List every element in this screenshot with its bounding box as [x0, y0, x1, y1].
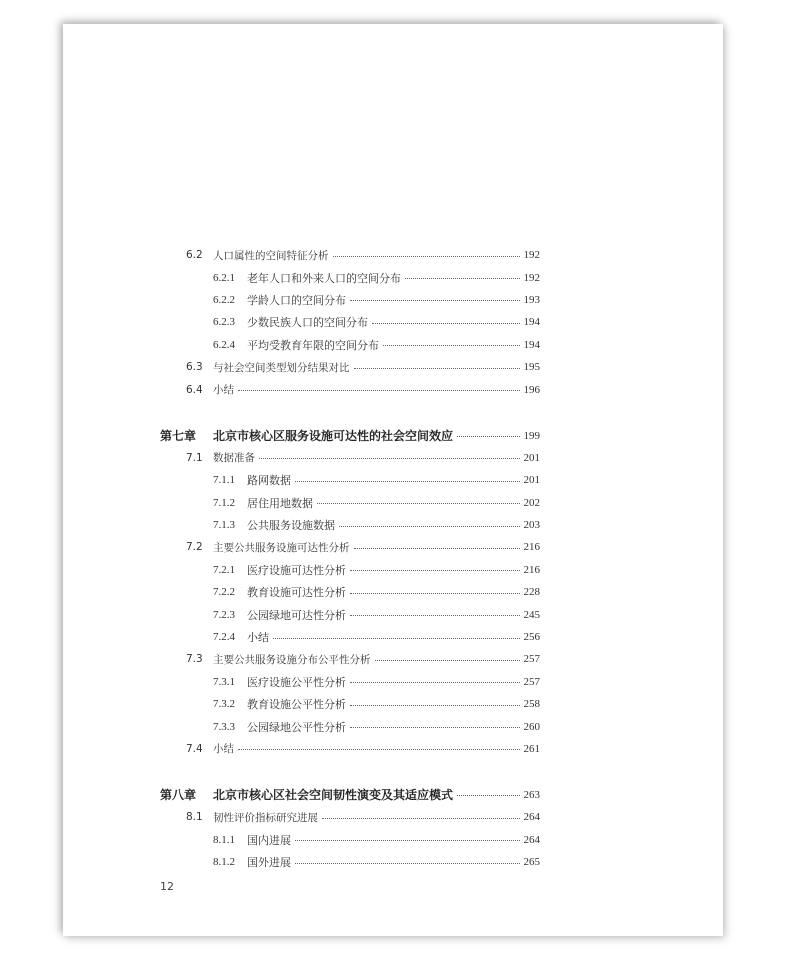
entry-number: 7.1.1	[213, 474, 235, 487]
entry-title: 小结	[213, 384, 234, 397]
entry-title: 韧性评价指标研究进展	[213, 811, 318, 824]
entry-number: 8.1.2	[213, 856, 235, 869]
entry-page: 258	[523, 698, 540, 711]
entry-page: 194	[523, 316, 540, 329]
dot-leader	[317, 503, 520, 504]
toc-entry-section[interactable]	[160, 648, 540, 670]
toc-entry-sub[interactable]	[160, 266, 540, 288]
entry-number: 7.3.2	[213, 698, 235, 711]
entry-title: 人口属性的空间特征分析	[213, 249, 329, 262]
dot-leader	[372, 323, 520, 324]
entry-number: 6.2.4	[213, 338, 235, 351]
entry-title: 与社会空间类型划分结果对比	[213, 361, 350, 374]
entry-number: 7.2.3	[213, 608, 235, 621]
dot-leader	[350, 570, 520, 571]
entry-title: 国外进展	[247, 857, 291, 870]
entry-number: 7.4	[186, 742, 203, 755]
dot-leader	[273, 638, 520, 639]
toc-entry-section[interactable]	[160, 806, 540, 828]
entry-page: 261	[523, 742, 540, 755]
entry-page: 203	[523, 519, 540, 532]
entry-page: 245	[523, 608, 540, 621]
dot-leader	[350, 593, 520, 594]
entry-page: 256	[523, 631, 540, 644]
entry-title: 主要公共服务设施分布公平性分析	[213, 653, 371, 666]
entry-title: 北京市核心区服务设施可达性的社会空间效应	[213, 429, 454, 444]
toc-entry-section[interactable]	[160, 447, 540, 469]
dot-leader	[354, 548, 520, 549]
toc-entry-sub[interactable]	[160, 626, 540, 648]
entry-page: 257	[523, 653, 540, 666]
toc-entry-sub[interactable]	[160, 671, 540, 693]
toc-entry-sub[interactable]	[160, 334, 540, 356]
toc-entry-sub[interactable]	[160, 581, 540, 603]
toc-entry-sub[interactable]	[160, 851, 540, 873]
toc-entry-section[interactable]	[160, 536, 540, 558]
entry-title: 公园绿地可达性分析	[247, 609, 346, 622]
entry-title: 路网数据	[247, 475, 291, 488]
entry-page: 201	[523, 474, 540, 487]
toc-entry-sub[interactable]	[160, 693, 540, 715]
dot-leader	[457, 795, 519, 796]
toc-entry-sub[interactable]	[160, 603, 540, 625]
entry-number: 7.1	[186, 451, 203, 464]
entry-page: 201	[523, 451, 540, 464]
entry-number: 7.2.1	[213, 563, 235, 576]
entry-number: 8.1	[186, 811, 203, 824]
dot-leader	[350, 682, 520, 683]
toc-entry-sub[interactable]	[160, 492, 540, 514]
entry-title: 公共服务设施数据	[247, 520, 335, 533]
entry-page: 264	[523, 833, 540, 846]
entry-title: 居住用地数据	[247, 497, 313, 510]
entry-page: 202	[523, 496, 540, 509]
toc-entry-section[interactable]	[160, 738, 540, 760]
entry-page: 265	[523, 856, 540, 869]
entry-title: 医疗设施可达性分析	[247, 564, 346, 577]
entry-number: 8.1.1	[213, 833, 235, 846]
dot-leader	[350, 300, 520, 301]
toc-entry-section[interactable]	[160, 356, 540, 378]
entry-number: 7.1.3	[213, 519, 235, 532]
entry-page: 195	[523, 361, 540, 374]
dot-leader	[350, 705, 520, 706]
entry-title: 医疗设施公平性分析	[247, 676, 346, 689]
toc-entry-section[interactable]	[160, 378, 540, 400]
entry-title: 数据准备	[213, 452, 255, 465]
entry-number: 6.2.1	[213, 271, 235, 284]
toc-entry-sub[interactable]	[160, 311, 540, 333]
entry-page: 263	[523, 788, 540, 801]
entry-page: 199	[523, 429, 540, 442]
entry-page: 194	[523, 338, 540, 351]
entry-page: 193	[523, 293, 540, 306]
table-of-contents	[160, 244, 540, 873]
entry-title: 少数民族人口的空间分布	[247, 317, 368, 330]
dot-leader	[383, 345, 520, 346]
entry-title: 公园绿地公平性分析	[247, 721, 346, 734]
entry-title: 北京市核心区社会空间韧性演变及其适应模式	[213, 788, 454, 803]
entry-title: 教育设施可达性分析	[247, 587, 346, 600]
entry-title: 老年人口和外来人口的空间分布	[247, 272, 401, 285]
toc-entry-sub[interactable]	[160, 559, 540, 581]
entry-title: 小结	[247, 632, 269, 645]
entry-number: 6.2.2	[213, 293, 235, 306]
dot-leader	[295, 481, 520, 482]
entry-title: 小结	[213, 743, 234, 756]
entry-title: 平均受教育年限的空间分布	[247, 339, 379, 352]
toc-entry-sub[interactable]	[160, 469, 540, 491]
entry-number: 7.3.3	[213, 720, 235, 733]
toc-entry-sub[interactable]	[160, 715, 540, 737]
entry-title: 教育设施公平性分析	[247, 699, 346, 712]
toc-entry-chapter[interactable]	[160, 784, 540, 806]
entry-number: 7.3.1	[213, 675, 235, 688]
dot-leader	[238, 390, 520, 391]
toc-entry-sub[interactable]	[160, 289, 540, 311]
toc-entry-chapter[interactable]	[160, 424, 540, 446]
entry-page: 196	[523, 383, 540, 396]
dot-leader	[354, 368, 520, 369]
entry-page: 216	[523, 563, 540, 576]
entry-number: 6.2.3	[213, 316, 235, 329]
dot-leader	[339, 526, 520, 527]
entry-number: 6.2	[186, 249, 203, 262]
entry-number: 第七章	[160, 429, 197, 444]
dot-leader	[350, 615, 520, 616]
dot-leader	[295, 863, 520, 864]
entry-page: 264	[523, 811, 540, 824]
entry-title: 主要公共服务设施可达性分析	[213, 541, 350, 554]
dot-leader	[333, 256, 520, 257]
entry-number: 7.2.2	[213, 586, 235, 599]
dot-leader	[259, 458, 520, 459]
entry-page: 216	[523, 541, 540, 554]
page-number: 12	[160, 880, 174, 893]
entry-title: 学龄人口的空间分布	[247, 294, 346, 307]
entry-number: 6.3	[186, 361, 203, 374]
entry-number: 6.4	[186, 383, 203, 396]
entry-page: 192	[523, 271, 540, 284]
entry-number: 第八章	[160, 788, 197, 803]
dot-leader	[238, 749, 520, 750]
dot-leader	[457, 436, 519, 437]
entry-page: 260	[523, 720, 540, 733]
toc-entry-section[interactable]	[160, 244, 540, 266]
entry-number: 7.2.4	[213, 631, 235, 644]
entry-number: 7.3	[186, 653, 203, 666]
entry-page: 192	[523, 249, 540, 262]
dot-leader	[295, 840, 520, 841]
toc-entry-sub[interactable]	[160, 514, 540, 536]
entry-page: 228	[523, 586, 540, 599]
dot-leader	[350, 727, 520, 728]
dot-leader	[322, 818, 520, 819]
toc-entry-sub[interactable]	[160, 829, 540, 851]
entry-page: 257	[523, 675, 540, 688]
entry-number: 7.2	[186, 541, 203, 554]
dot-leader	[405, 278, 520, 279]
entry-number: 7.1.2	[213, 496, 235, 509]
entry-title: 国内进展	[247, 834, 291, 847]
dot-leader	[375, 660, 520, 661]
